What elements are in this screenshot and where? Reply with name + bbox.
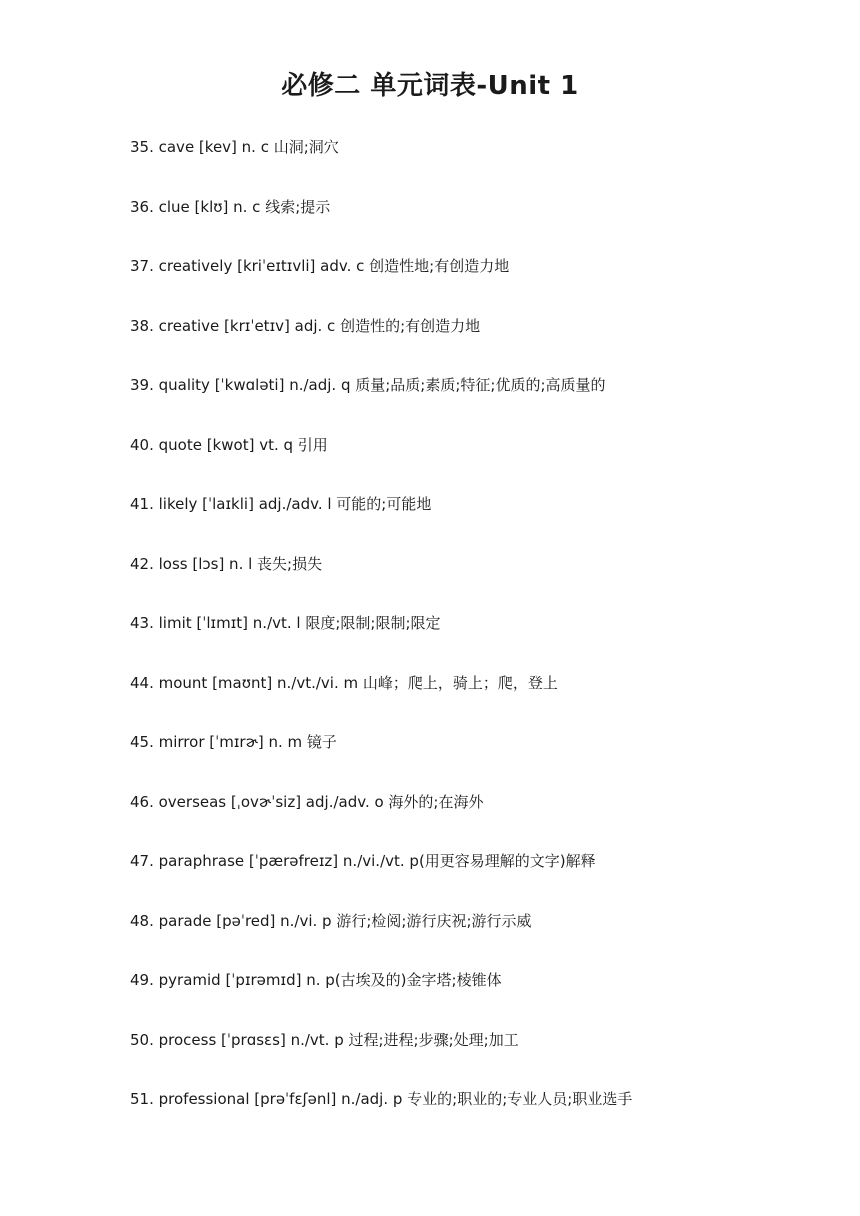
vocab-entry-39: 39. quality [ˈkwɑləti] n./adj. q 质量;品质;素质;特征;优质的;高质量的 (130, 376, 606, 394)
vocab-entry-36: 36. clue [klʊ] n. c 线索;提示 (130, 197, 331, 216)
vocab-entry-40: 40. quote [kwot] vt. q 引用 (130, 435, 328, 454)
vocab-entry-46: 46. overseas [ˌovɚˈsiz] adj./adv. o 海外的;在海外 (130, 792, 484, 811)
vocab-entry-38: 38. creative [krɪˈetɪv] adj. c 创造性的;有创造力地 (130, 316, 481, 335)
vocab-entry-45: 45. mirror [ˈmɪrɚ] n. m 镜子 (130, 733, 337, 751)
vocab-entry-35: 35. cave [kev] n. c 山洞;洞穴 (130, 138, 339, 156)
vocabulary-list (130, 136, 820, 1148)
vocab-entry-37: 37. creatively [kriˈeɪtɪvli] adv. c 创造性地;有创造力地 (130, 257, 510, 275)
vocab-entry-43: 43. limit [ˈlɪmɪt] n./vt. l 限度;限制;限制;限定 (130, 614, 441, 632)
vocab-entry-42: 42. loss [lɔs] n. l 丧失;损失 (130, 554, 323, 573)
vocab-entry-41: 41. likely [ˈlaɪkli] adj./adv. l 可能的;可能地 (130, 495, 432, 513)
vocab-entry-44: 44. mount [maʊnt] n./vt./vi. m 山峰；爬上，骑上；爬，登上 (130, 673, 558, 692)
page-title: 必修二 单元词表-Unit 1 (281, 71, 579, 101)
vocab-entry-51: 51. professional [prəˈfɛʃənl] n./adj. p 专业的;职业的;专业人员;职业选手 (130, 1090, 633, 1108)
vocab-entry-48: 48. parade [pəˈred] n./vi. p 游行;检阅;游行庆祝;游行示威 (130, 911, 532, 930)
vocab-entry-47: 47. paraphrase [ˈpærəfreɪz] n./vi./vt. p(用更容易理解的文字)解释 (130, 852, 596, 870)
vocab-entry-49: 49. pyramid [ˈpɪrəmɪd] n. p(古埃及的)金字塔;棱锥体 (130, 971, 502, 989)
vocab-entry-50: 50. process [ˈprɑsɛs] n./vt. p 过程;进程;步骤;处理;加工 (130, 1030, 519, 1049)
